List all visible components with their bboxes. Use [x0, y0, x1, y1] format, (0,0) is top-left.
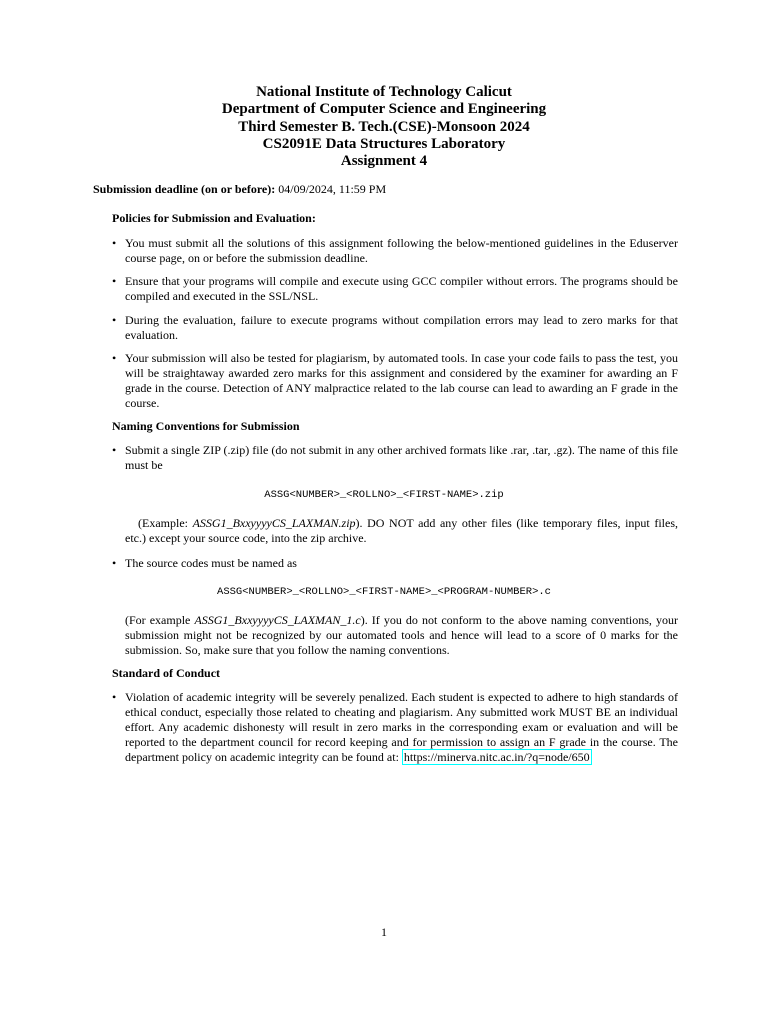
- bullet-symbol: •: [112, 351, 117, 365]
- source-example-suffix: ). If you do not conform to the above naming conventions, your submission might not be recognized by our automated tools and hence will lead to a score of 0 marks for the submission. So, make sure that you follow the naming conventions.: [125, 613, 678, 657]
- bullet-symbol: •: [112, 443, 117, 457]
- bullet-symbol: •: [112, 556, 117, 570]
- zip-naming-text: Submit a single ZIP (.zip) file (do not submit in any other archived formats like .rar, .tar, .gz). The name of this file must be: [125, 443, 678, 472]
- policy-item: [112, 313, 678, 343]
- submission-deadline: [93, 182, 683, 197]
- source-naming-item: [112, 556, 678, 571]
- source-example: [125, 613, 678, 658]
- source-example-prefix: (For example: [125, 613, 195, 627]
- zip-example-suffix: ). DO NOT add any other files (like temporary files, input files, etc.) except your source code, into the zip archive.: [125, 516, 678, 545]
- zip-name-pattern: ASSG<NUMBER>_<ROLLNO>_<FIRST-NAME>.zip: [264, 489, 504, 501]
- conduct-text: [125, 690, 678, 765]
- conduct-item: [112, 690, 678, 765]
- conduct-heading: Standard of Conduct: [112, 666, 221, 680]
- source-naming-text: The source codes must be named as: [125, 556, 297, 570]
- course-title: CS2091E Data Structures Laboratory: [262, 135, 506, 152]
- academic-integrity-link[interactable]: https://minerva.nitc.ac.in/?q=node/650: [403, 750, 590, 764]
- policy-text: Ensure that your programs will compile and execute using GCC compiler without errors. The programs should be compiled and executed in the SSL/NSL.: [125, 274, 678, 303]
- department-name: Department of Computer Science and Engineering: [221, 101, 547, 118]
- page-number: 1: [381, 925, 387, 939]
- bullet-symbol: •: [112, 236, 117, 250]
- deadline-label: Submission deadline (on or before):: [93, 182, 276, 196]
- bullet-symbol: •: [112, 690, 117, 704]
- policies-heading: Policies for Submission and Evaluation:: [112, 211, 316, 225]
- deadline-value: 04/09/2024, 11:59 PM: [278, 182, 387, 196]
- source-name-pattern: ASSG<NUMBER>_<ROLLNO>_<FIRST-NAME>_<PROGRAM-NUMBER>.c: [217, 586, 551, 598]
- zip-example: [125, 516, 678, 546]
- zip-example-filename: ASSG1_BxxyyyyCS_LAXMAN.zip: [192, 516, 356, 530]
- policy-text: You must submit all the solutions of this assignment following the below-mentioned guidelines in the Eduserver course page, on or before the submission deadline.: [125, 236, 678, 265]
- document-header: [0, 84, 768, 170]
- policy-text: During the evaluation, failure to execute programs without compilation errors may lead to zero marks for that evaluation.: [125, 313, 678, 342]
- policy-text: Your submission will also be tested for plagiarism, by automated tools. In case your code fails to pass the test, you will be straightaway awarded zero marks for this assignment and considered by the examiner for awarding an F grade in the course. Detection of ANY malpractice related to the lab course can lead to awarding an F grade in the course.: [125, 351, 678, 410]
- bullet-symbol: •: [112, 274, 117, 288]
- source-example-filename: ASSG1_BxxyyyyCS_LAXMAN_1.c: [194, 613, 361, 627]
- naming-heading: Naming Conventions for Submission: [112, 419, 300, 433]
- policy-item: [112, 236, 678, 266]
- institute-name: National Institute of Technology Calicut: [256, 84, 512, 100]
- assignment-title: Assignment 4: [340, 153, 428, 170]
- conduct-body: Violation of academic integrity will be severely penalized. Each student is expected to adhere to high standards of ethical conduct, especially those related to cheating and plagiarism. Any submitted work MUST BE an individual effort. Any academic dishonesty will result in zero marks in the corresponding exam or evaluation and will be reported to the department council for record keeping and for permission to assign an F grade in the course. The department policy on academic integrity can be found at:: [125, 690, 678, 764]
- semester-line: Third Semester B. Tech.(CSE)-Monsoon 2024: [238, 118, 530, 135]
- policy-item: [112, 274, 678, 304]
- bullet-symbol: •: [112, 313, 117, 327]
- zip-naming-item: [112, 443, 678, 473]
- zip-example-prefix: (Example:: [138, 516, 193, 530]
- policy-item: [112, 351, 678, 411]
